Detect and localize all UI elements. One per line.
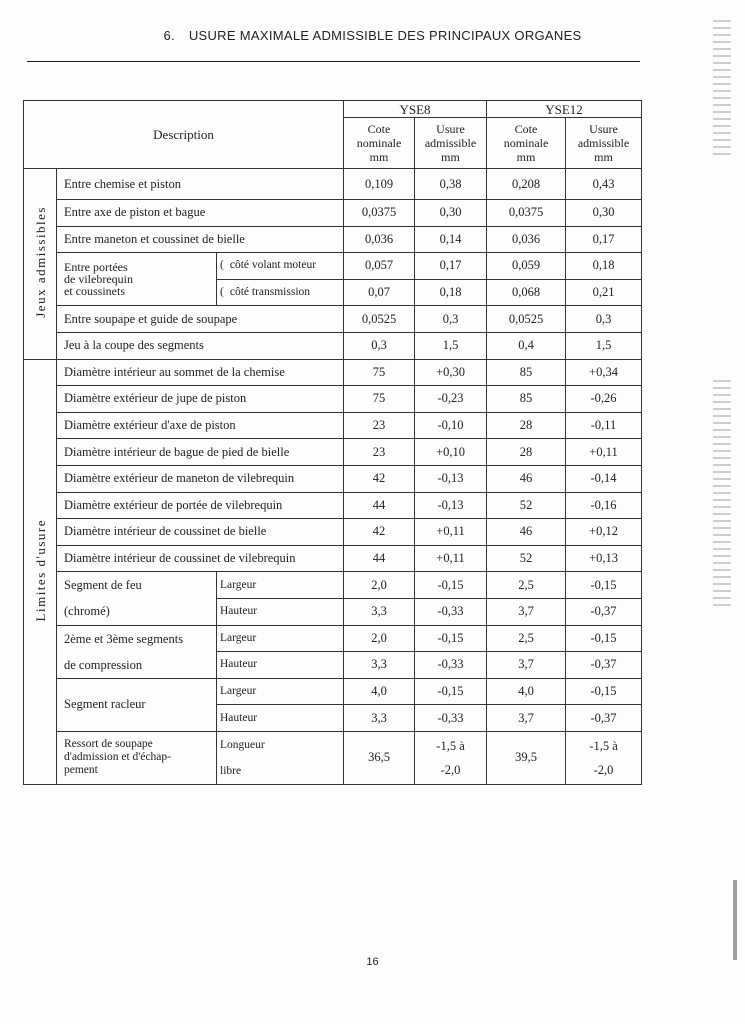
value-cell: -0,10: [415, 412, 487, 439]
value-cell: 42: [344, 519, 415, 546]
subheader-usure: Usure admissible mm: [566, 118, 642, 169]
value-cell: 1,5: [415, 332, 487, 359]
row-description: Diamètre extérieur de jupe de piston: [57, 386, 344, 413]
row-description: Ressort de soupape d'admission et d'échap- pement: [57, 731, 217, 784]
value-cell: 39,5: [487, 731, 566, 784]
table-row: [24, 386, 642, 413]
value-cell: -0,15: [415, 625, 487, 652]
value-cell: 52: [487, 492, 566, 519]
table-row: [24, 200, 642, 227]
value-cell: 28: [487, 412, 566, 439]
value-cell: 4,0: [344, 678, 415, 705]
table-row: [24, 465, 642, 492]
value-cell: 3,7: [487, 598, 566, 625]
value-cell: 0,057: [344, 253, 415, 280]
value-cell: 0,30: [415, 200, 487, 227]
subheader-usure: Usure admissible mm: [415, 118, 487, 169]
table-row: [24, 625, 642, 652]
section-number: 6.: [163, 28, 175, 43]
value-cell: -0,15: [415, 572, 487, 599]
table-row: [24, 545, 642, 572]
row-description: Diamètre extérieur de portée de vilebrequin: [57, 492, 344, 519]
value-cell: -0,33: [415, 652, 487, 679]
value-cell: 2,5: [487, 572, 566, 599]
value-cell: 3,7: [487, 705, 566, 732]
subheader-cote: Cote nominale mm: [487, 118, 566, 169]
value-cell: 0,17: [415, 253, 487, 280]
value-cell: 0,036: [344, 226, 415, 253]
page-number: 16: [366, 956, 379, 968]
table-row: [24, 439, 642, 466]
value-cell: 2,5: [487, 625, 566, 652]
value-cell: 23: [344, 439, 415, 466]
table-row: [24, 572, 642, 599]
value-cell: +0,11: [415, 545, 487, 572]
value-cell: -0,23: [415, 386, 487, 413]
value-cell: 1,5: [566, 332, 642, 359]
value-cell: +0,10: [415, 439, 487, 466]
value-cell: 0,036: [487, 226, 566, 253]
value-cell: -0,13: [415, 492, 487, 519]
title-rule: [27, 61, 640, 62]
value-cell: 0,21: [566, 279, 642, 306]
dimension-label: Largeur: [217, 678, 344, 705]
row-description: Segment de feu (chromé): [57, 572, 217, 625]
value-cell: 0,068: [487, 279, 566, 306]
value-cell: 3,3: [344, 598, 415, 625]
value-cell: -0,15: [415, 678, 487, 705]
value-cell: -0,15: [566, 572, 642, 599]
value-cell: 42: [344, 465, 415, 492]
row-description: Entre chemise et piston: [57, 169, 344, 200]
table-row: [24, 332, 642, 359]
dimension-label: Longueur libre: [217, 731, 344, 784]
value-cell: 3,3: [344, 705, 415, 732]
table-row: [24, 731, 642, 784]
value-cell: 3,3: [344, 652, 415, 679]
value-cell: -0,33: [415, 705, 487, 732]
value-cell: -0,11: [566, 412, 642, 439]
value-cell: 3,7: [487, 652, 566, 679]
row-description: 2ème et 3ème segments de compression: [57, 625, 217, 678]
value-cell: 44: [344, 545, 415, 572]
section-title: USURE MAXIMALE ADMISSIBLE DES PRINCIPAUX ORGANES: [188, 28, 582, 43]
value-cell: 0,43: [566, 169, 642, 200]
value-cell: 4,0: [487, 678, 566, 705]
dimension-label: Largeur: [217, 572, 344, 599]
value-cell: 0,18: [566, 253, 642, 280]
value-cell: -0,16: [566, 492, 642, 519]
value-cell: -0,37: [566, 705, 642, 732]
value-cell: -0,26: [566, 386, 642, 413]
value-cell: 52: [487, 545, 566, 572]
row-description: Diamètre extérieur d'axe de piston: [57, 412, 344, 439]
scan-edge-mark: [733, 880, 737, 960]
value-cell: 23: [344, 412, 415, 439]
table-row: [24, 306, 642, 333]
row-description: Segment racleur: [57, 678, 217, 731]
description-header: Description: [24, 101, 344, 169]
value-cell: 36,5: [344, 731, 415, 784]
value-cell: 0,109: [344, 169, 415, 200]
scan-edge-noise: [713, 380, 731, 610]
value-cell: 46: [487, 519, 566, 546]
value-cell: 44: [344, 492, 415, 519]
value-cell: -0,37: [566, 598, 642, 625]
group-label-limites: Limites d'usure: [24, 359, 57, 784]
value-cell: +0,11: [415, 519, 487, 546]
dimension-label: Hauteur: [217, 598, 344, 625]
row-description: Entre portées de vilebrequin et coussinets: [57, 253, 217, 306]
table-row: [24, 359, 642, 386]
scan-edge-noise: [713, 20, 731, 160]
value-cell: 46: [487, 465, 566, 492]
value-cell: 0,4: [487, 332, 566, 359]
row-description: Entre maneton et coussinet de bielle: [57, 226, 344, 253]
table-row: [24, 492, 642, 519]
value-cell: +0,34: [566, 359, 642, 386]
dimension-label: Hauteur: [217, 652, 344, 679]
table-row: [24, 519, 642, 546]
row-description: Diamètre intérieur de coussinet de bielle: [57, 519, 344, 546]
row-description: Diamètre intérieur de bague de pied de bielle: [57, 439, 344, 466]
table-row: [24, 253, 642, 280]
value-cell: 0,208: [487, 169, 566, 200]
value-cell: 0,17: [566, 226, 642, 253]
value-cell: 0,0375: [487, 200, 566, 227]
value-cell: -0,14: [566, 465, 642, 492]
row-description: Entre axe de piston et bague: [57, 200, 344, 227]
row-description: Entre soupape et guide de soupape: [57, 306, 344, 333]
value-cell: -1,5 à -2,0: [566, 731, 642, 784]
side-label: ( côté volant moteur: [217, 253, 344, 280]
value-cell: 75: [344, 386, 415, 413]
value-cell: 0,059: [487, 253, 566, 280]
value-cell: -1,5 à -2,0: [415, 731, 487, 784]
subheader-cote: Cote nominale mm: [344, 118, 415, 169]
row-description: Diamètre intérieur de coussinet de vilebrequin: [57, 545, 344, 572]
header-row-engines: [24, 101, 642, 118]
value-cell: 2,0: [344, 572, 415, 599]
value-cell: 0,3: [566, 306, 642, 333]
group-label-jeux: Jeux admissibles: [24, 169, 57, 360]
value-cell: +0,30: [415, 359, 487, 386]
value-cell: -0,13: [415, 465, 487, 492]
row-description: Diamètre intérieur au sommet de la chemise: [57, 359, 344, 386]
table-row: [24, 169, 642, 200]
value-cell: 0,18: [415, 279, 487, 306]
value-cell: -0,37: [566, 652, 642, 679]
value-cell: 75: [344, 359, 415, 386]
value-cell: 28: [487, 439, 566, 466]
value-cell: 0,07: [344, 279, 415, 306]
row-description: Diamètre extérieur de maneton de vilebrequin: [57, 465, 344, 492]
value-cell: 0,14: [415, 226, 487, 253]
page-title: [0, 28, 745, 43]
value-cell: 0,3: [415, 306, 487, 333]
side-label: ( côté transmission: [217, 279, 344, 306]
value-cell: 0,38: [415, 169, 487, 200]
value-cell: 0,0525: [344, 306, 415, 333]
engine-header-yse12: YSE12: [487, 101, 642, 118]
value-cell: -0,33: [415, 598, 487, 625]
dimension-label: Largeur: [217, 625, 344, 652]
dimension-label: Hauteur: [217, 705, 344, 732]
table-row: [24, 412, 642, 439]
value-cell: 0,0375: [344, 200, 415, 227]
value-cell: -0,15: [566, 678, 642, 705]
value-cell: 0,3: [344, 332, 415, 359]
value-cell: -0,15: [566, 625, 642, 652]
value-cell: 0,30: [566, 200, 642, 227]
value-cell: 0,0525: [487, 306, 566, 333]
engine-header-yse8: YSE8: [344, 101, 487, 118]
wear-limits-table: [23, 100, 642, 785]
value-cell: 2,0: [344, 625, 415, 652]
value-cell: 85: [487, 386, 566, 413]
row-description: Jeu à la coupe des segments: [57, 332, 344, 359]
value-cell: +0,12: [566, 519, 642, 546]
table-row: [24, 678, 642, 705]
value-cell: 85: [487, 359, 566, 386]
table-row: [24, 226, 642, 253]
value-cell: +0,11: [566, 439, 642, 466]
value-cell: +0,13: [566, 545, 642, 572]
